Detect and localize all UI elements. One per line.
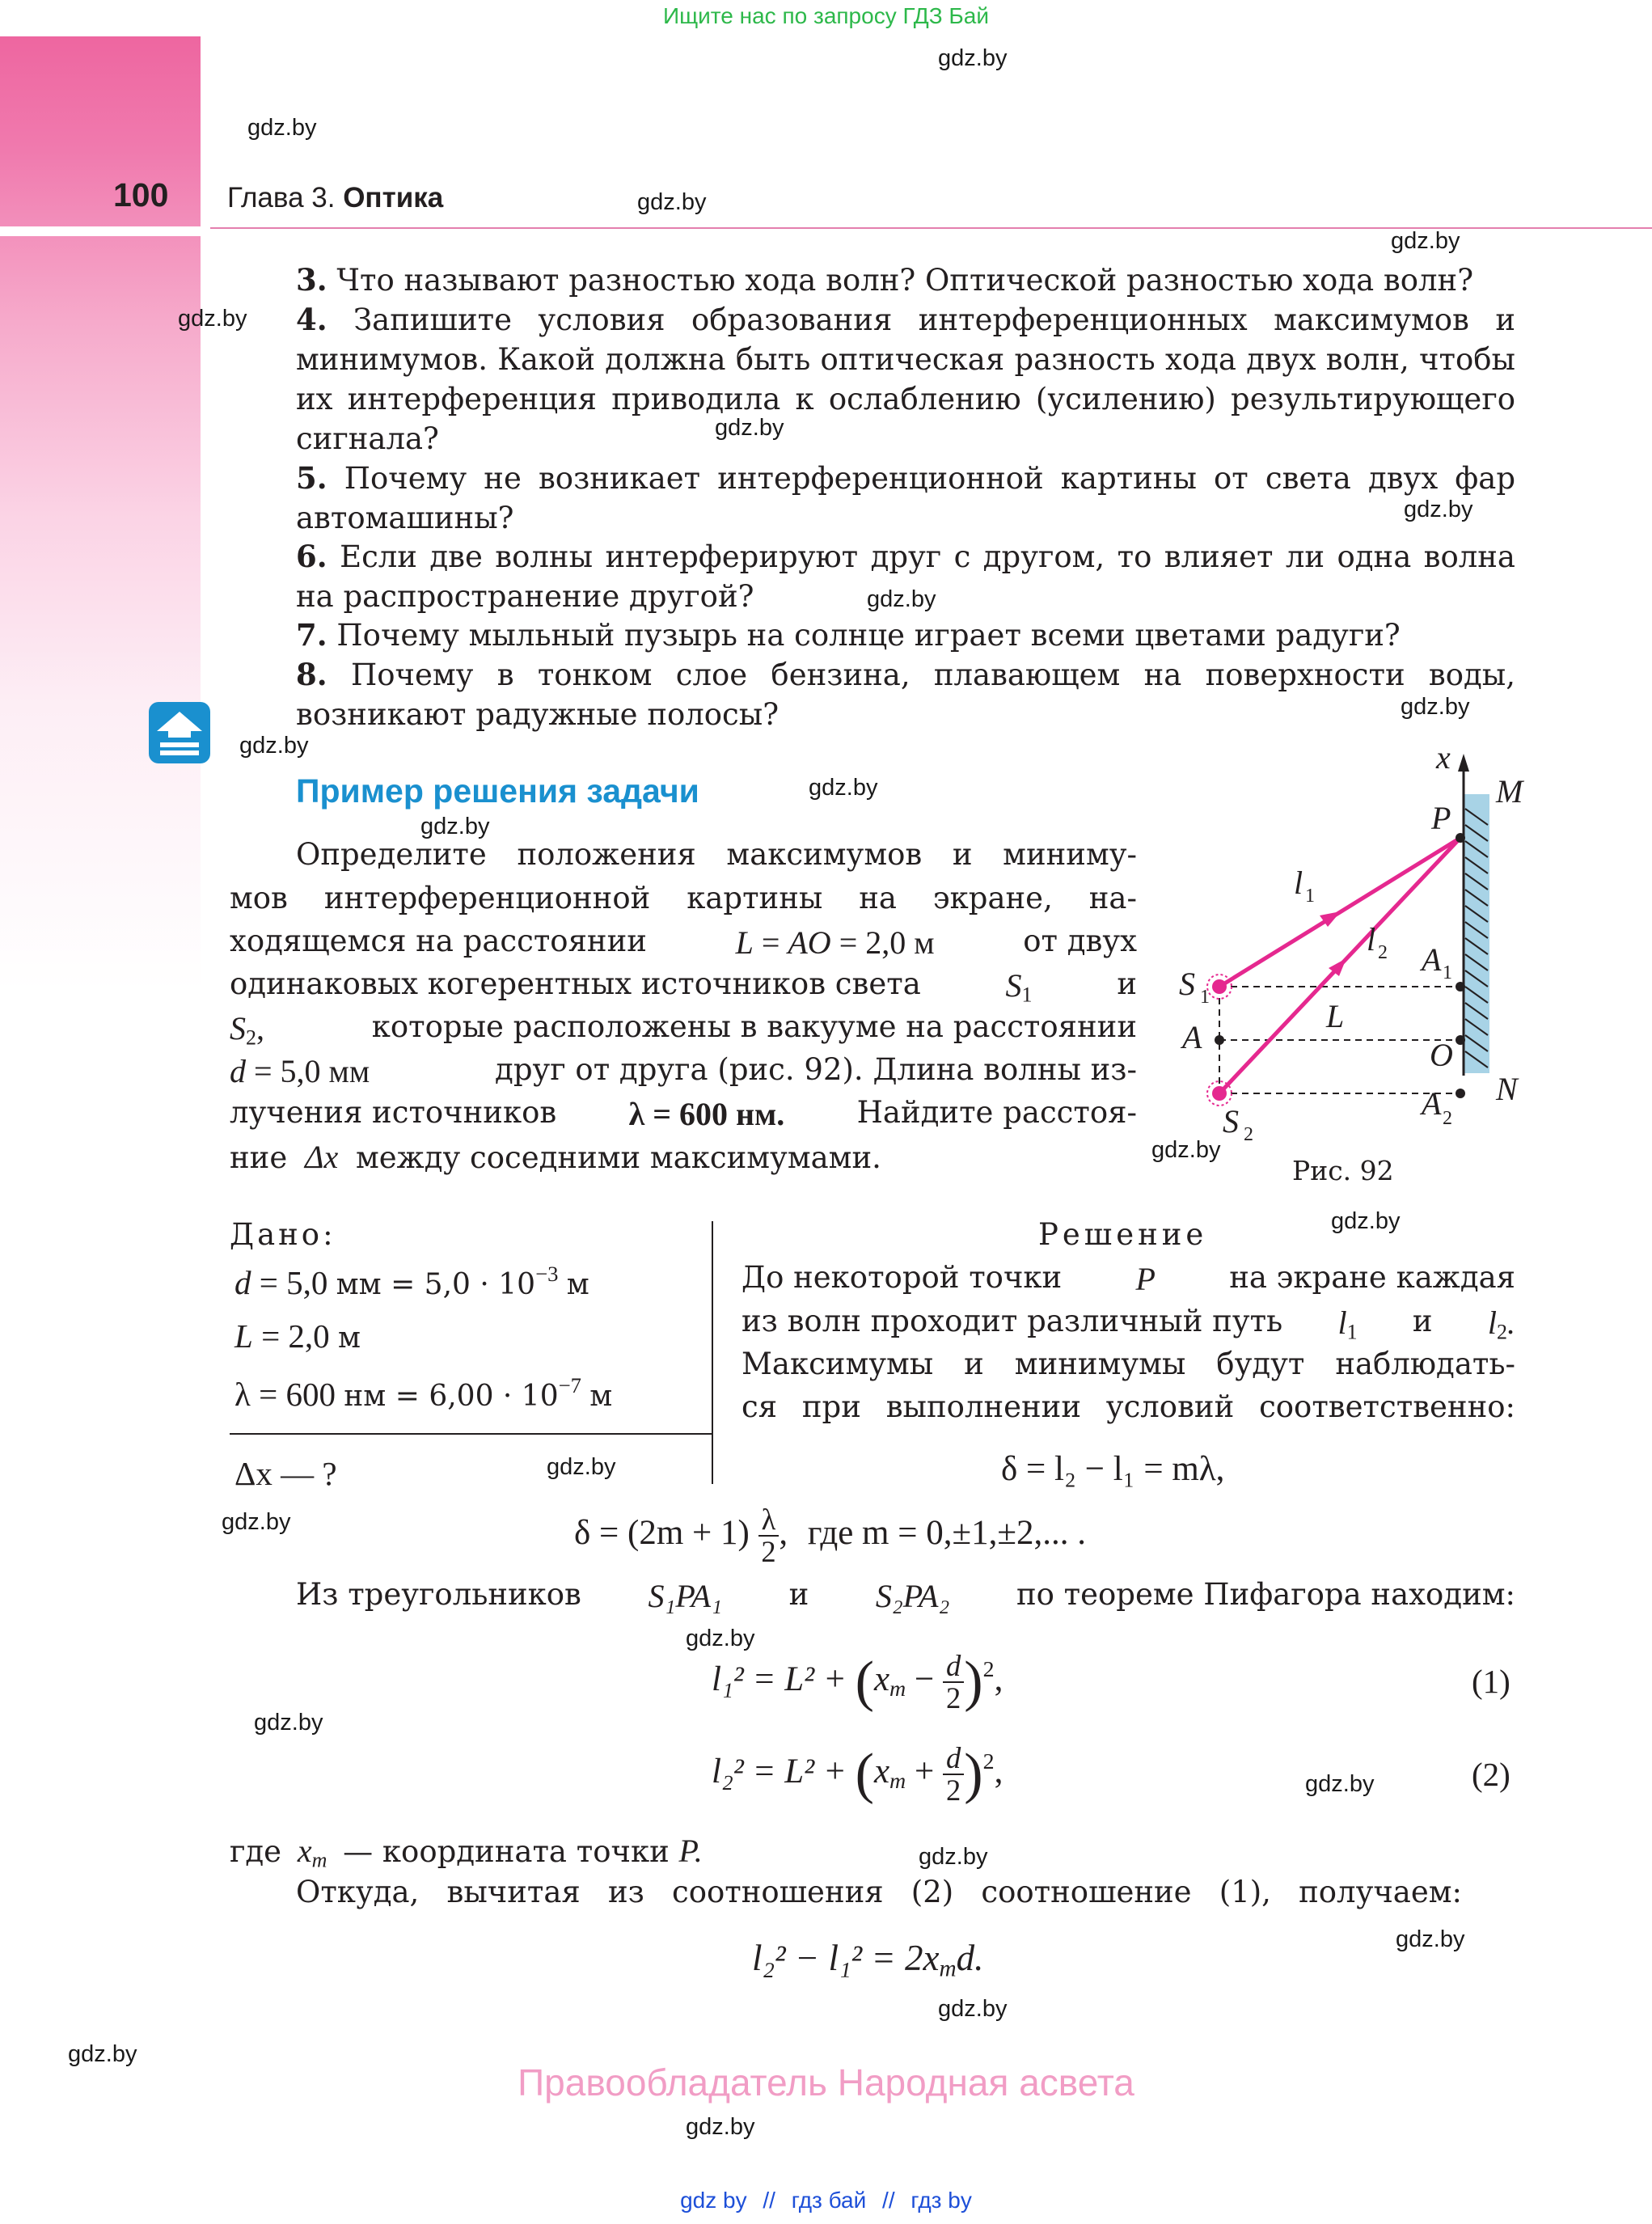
problem-text: и <box>1117 966 1137 1001</box>
watermark: gdz.by <box>686 2114 755 2140</box>
sub-S1: 1 <box>1200 987 1210 1008</box>
problem-line-7 <box>230 1095 1137 1133</box>
source-S1-icon <box>1207 975 1232 999</box>
screen-hatch <box>1464 794 1489 1073</box>
l2-symbol: $l_2$. <box>1487 1304 1515 1344</box>
sub-A1: 1 <box>1443 962 1452 983</box>
footer-separator: // <box>882 2188 895 2213</box>
tab-gap <box>0 226 201 236</box>
problem-line-4 <box>230 966 1137 1008</box>
problem-line-1: Определите положения максимумов и миниму- <box>296 837 1137 872</box>
watermark: gdz.by <box>637 189 707 215</box>
problem-text: лучения источников <box>230 1095 557 1130</box>
final-equation: $l_2^2 - l_1^2 = 2x_md$. <box>752 1938 984 1982</box>
sub-l2: 2 <box>1378 942 1388 963</box>
top-search-link[interactable]: Ищите нас по запросу ГДЗ Бай <box>662 3 990 28</box>
question-7 <box>296 615 1515 655</box>
label-S1: S <box>1179 966 1195 1002</box>
delta-x: Δx <box>304 1139 339 1175</box>
problem-line-6 <box>230 1052 1137 1090</box>
watermark: gdz.by <box>938 1996 1008 2022</box>
watermark: gdz.by <box>420 814 490 839</box>
watermark: gdz.by <box>1331 1208 1401 1234</box>
problem-text: Найдите расстоя- <box>856 1095 1137 1130</box>
equation-min: δ = (2m + 1) $\frac{\lambda}{2}$ , где m = 0,±1,±2,... . <box>574 1503 1086 1569</box>
question-number: 6. <box>296 539 327 574</box>
watermark: gdz.by <box>1401 694 1470 720</box>
problem-text: друг от друга (рис. 92). Длина волны из- <box>495 1052 1137 1087</box>
watermark: gdz.by <box>254 1710 323 1736</box>
upload-arrow-icon <box>149 702 210 763</box>
P-symbol: P <box>1135 1261 1156 1297</box>
solution-text: на экране каждая <box>1229 1260 1515 1295</box>
label-P: P <box>1431 800 1451 836</box>
label-A: A <box>1182 1019 1202 1055</box>
watermark: gdz.by <box>68 2041 137 2067</box>
pythag-text: и <box>788 1577 809 1612</box>
given-rule <box>230 1433 713 1435</box>
point-A2 <box>1456 1089 1465 1098</box>
l1-symbol: $l_1$ <box>1337 1304 1358 1344</box>
problem-line-3 <box>230 924 1137 962</box>
d-equation: d = 5,0 мм <box>230 1053 370 1089</box>
equation-max: δ = l₂ − l₁ = mλ, <box>1001 1450 1225 1488</box>
point-P <box>1456 833 1465 843</box>
problem-text: ходящемся на расстоянии <box>230 924 647 958</box>
watermark: gdz.by <box>178 306 247 332</box>
point-A1 <box>1456 982 1465 991</box>
question-4 <box>296 300 1515 459</box>
given-title: Дано: <box>230 1217 336 1252</box>
equation-1: $l_1^2 = L^2 + (x_m$ − $\frac{d}{2}$ )$^2$, <box>712 1648 1003 1715</box>
problem-line-5 <box>230 1009 1137 1051</box>
footer-links <box>0 2188 1652 2213</box>
from-line: Откуда, вычитая из соотношения (2) соотношение (1), получаем: <box>296 1875 1462 1909</box>
watermark: gdz.by <box>1404 497 1473 522</box>
label-A1: A <box>1422 941 1442 978</box>
question-5 <box>296 459 1515 538</box>
where-line <box>230 1832 703 1873</box>
watermark: gdz.by <box>938 45 1008 71</box>
triangle-2: S₂PA₂ <box>875 1578 950 1614</box>
sub-l1: 1 <box>1305 886 1315 907</box>
question-number: 7. <box>296 617 327 653</box>
problem-text: между соседними максимумами. <box>355 1140 881 1175</box>
footer-link[interactable]: гдз бай <box>791 2188 867 2213</box>
footer-separator: // <box>763 2188 775 2213</box>
figure-caption: Рис. 92 <box>1292 1155 1394 1186</box>
solution-line-4: ся при выполнении условий соответственно: <box>741 1389 1515 1424</box>
chapter-title: Оптика <box>343 182 444 214</box>
P-symbol: P. <box>678 1833 703 1869</box>
given-lambda: λ = 600 нм = $6,00 \cdot 10^{-7}$ м <box>234 1373 613 1413</box>
solution-line-2 <box>741 1304 1515 1345</box>
footer-link[interactable]: gdz by <box>680 2188 747 2213</box>
eq-min-suffix: где m = 0,±1,±2,... . <box>807 1514 1086 1553</box>
d-over-2: $\frac{d}{2}$ <box>943 1651 964 1715</box>
watermark: gdz.by <box>239 733 309 759</box>
watermark: gdz.by <box>1151 1137 1221 1163</box>
question-text: Почему не возникает интерференционной картины от света двух фар автомашины? <box>296 461 1515 535</box>
equation-1-number: (1) <box>1472 1663 1510 1700</box>
label-A2: A <box>1422 1085 1442 1122</box>
watermark: gdz.by <box>686 1626 755 1651</box>
watermark: gdz.by <box>809 775 878 801</box>
watermark: gdz.by <box>1396 1926 1465 1952</box>
x-axis-arrow <box>1458 754 1469 772</box>
solution-title: Решение <box>1038 1217 1208 1252</box>
question-number: 4. <box>296 302 327 337</box>
solution-text: из волн проходит различный путь <box>741 1304 1283 1338</box>
problem-text: от двух <box>1023 924 1137 958</box>
S2-symbol: $S_2$, <box>230 1010 264 1050</box>
label-x: x <box>1436 744 1451 776</box>
label-O: O <box>1430 1037 1453 1073</box>
question-text: Что называют разностью хода волн? Оптической разностью хода волн? <box>336 263 1474 298</box>
problem-line-8 <box>230 1138 881 1176</box>
label-L: L <box>1326 998 1345 1034</box>
question-text: Запишите условия образования интерференционных максимумов и минимумов. Какой должна быть оптическая разность хода двух волн, чтобы их интерференция приводила к ослаблению (усилению) результирующего сигнала? <box>296 302 1515 456</box>
watermark: gdz.by <box>867 586 936 612</box>
triangle-1: S₁PA₁ <box>648 1578 723 1614</box>
page-number: 100 <box>113 176 169 214</box>
question-8 <box>296 655 1515 734</box>
chapter-prefix: Глава 3. <box>227 182 336 214</box>
pythag-text: по теореме Пифагора находим: <box>1016 1577 1515 1612</box>
question-number: 3. <box>296 262 327 298</box>
given-d: d = 5,0 мм = $5,0 \cdot 10^{-3}$ м <box>234 1262 589 1301</box>
xm-symbol: $x_m$ <box>297 1833 327 1872</box>
watermark: gdz.by <box>547 1454 616 1480</box>
eq-min-prefix: δ = (2m + 1) <box>574 1514 750 1553</box>
given-divider <box>712 1221 713 1484</box>
equation-2: $l_2^2 = L^2 + (x_m$ + $\frac{d}{2}$ )$^2$, <box>712 1740 1003 1807</box>
question-number: 8. <box>296 657 327 692</box>
label-M: M <box>1496 773 1523 810</box>
question-text: Почему мыльный пузырь на солнце играет всеми цветами радуги? <box>336 618 1401 653</box>
given-find: Δx — ? <box>234 1455 337 1492</box>
label-N: N <box>1496 1071 1518 1107</box>
watermark: gdz.by <box>247 115 317 141</box>
sub-A2: 2 <box>1443 1108 1452 1129</box>
point-A <box>1215 1035 1224 1045</box>
solution-text: и <box>1412 1304 1433 1338</box>
copyright-notice: Правообладатель Народная асвета <box>518 2061 1134 2103</box>
lambda-equation: λ = 600 нм. <box>628 1096 785 1132</box>
watermark: gdz.by <box>919 1844 988 1870</box>
problem-text: ние <box>230 1140 288 1175</box>
watermark: gdz.by <box>1305 1771 1375 1797</box>
example-heading: Пример решения задачи <box>296 772 699 810</box>
problem-text: которые расположены в вакууме на расстоянии <box>371 1009 1137 1044</box>
chapter-tab-gradient <box>0 36 201 991</box>
label-l1: l <box>1294 865 1303 901</box>
question-number: 5. <box>296 460 327 496</box>
question-3 <box>296 260 1515 300</box>
equation-2-number: (2) <box>1472 1756 1510 1793</box>
watermark: gdz.by <box>1391 228 1460 254</box>
where-text: где <box>230 1834 282 1869</box>
solution-text: До некоторой точки <box>741 1260 1063 1295</box>
solution-line-3: Максимумы и минимумы будут наблюдать- <box>741 1347 1515 1381</box>
where-text: — координата точки <box>343 1834 670 1869</box>
label-l2: l <box>1367 921 1376 958</box>
sub-S2: 2 <box>1244 1124 1253 1140</box>
lambda-over-2: $\frac{\lambda}{2}$ <box>758 1504 780 1568</box>
footer-link[interactable]: гдз by <box>911 2188 972 2213</box>
solution-line-1 <box>741 1260 1515 1298</box>
L-equation: L = AO = 2,0 м <box>735 924 935 961</box>
given-L: L = 2,0 м <box>234 1317 361 1355</box>
pythagoras-line <box>296 1577 1515 1615</box>
watermark: gdz.by <box>715 415 784 441</box>
point-O <box>1456 1035 1465 1045</box>
problem-text: одинаковых когерентных источников света <box>230 966 921 1001</box>
pythag-text: Из треугольников <box>296 1577 581 1612</box>
d-over-2: $\frac{d}{2}$ <box>943 1743 964 1807</box>
label-S2: S <box>1223 1103 1239 1139</box>
question-text: Если две волны интерферируют друг с другом, то влияет ли одна волна на распространение другой? <box>296 539 1515 614</box>
chapter-header <box>227 182 443 214</box>
figure-92 <box>1164 744 1536 1140</box>
problem-line-2: мов интерференционной картины на экране, на- <box>230 881 1137 915</box>
watermark: gdz.by <box>222 1509 291 1535</box>
S1-symbol: $S_1$ <box>1005 967 1033 1007</box>
question-text: Почему в тонком слое бензина, плавающем на поверхности воды, возникают радужные полосы? <box>296 657 1516 732</box>
